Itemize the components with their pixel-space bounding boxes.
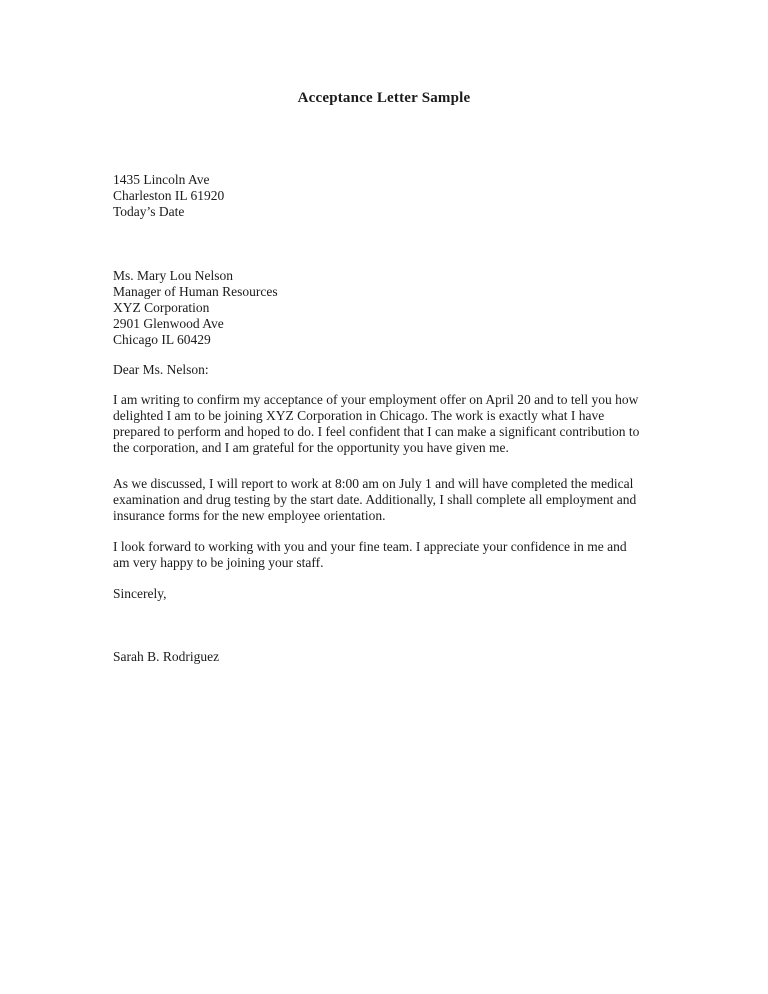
letter-date: Today’s Date: [113, 204, 185, 219]
signature-name: Sarah B. Rodriguez: [113, 649, 220, 664]
body-paragraph-3: [113, 539, 655, 571]
sender-address-block: [113, 172, 655, 220]
recipient-address-block: [113, 268, 655, 348]
paragraph-line: I look forward to working with you and your fine team. I appreciate your confidence in me and: [113, 539, 627, 554]
recipient-city: Chicago IL 60429: [113, 332, 211, 347]
sender-city: Charleston IL 61920: [113, 188, 225, 203]
body-paragraph-2: [113, 476, 655, 524]
paragraph-line: the corporation, and I am grateful for the opportunity you have given me.: [113, 440, 509, 455]
paragraph-line: am very happy to be joining your staff.: [113, 555, 324, 570]
salutation: Dear Ms. Nelson:: [113, 362, 209, 377]
closing: Sincerely,: [113, 586, 167, 601]
recipient-street: 2901 Glenwood Ave: [113, 316, 224, 331]
letter-title: Acceptance Letter Sample: [297, 90, 471, 106]
paragraph-line: insurance forms for the new employee orientation.: [113, 508, 386, 523]
recipient-company: XYZ Corporation: [113, 300, 210, 315]
recipient-job-title: Manager of Human Resources: [113, 284, 278, 299]
paragraph-line: delighted I am to be joining XYZ Corporation in Chicago. The work is exactly what I have: [113, 408, 605, 423]
recipient-name: Ms. Mary Lou Nelson: [113, 268, 233, 283]
sender-street: 1435 Lincoln Ave: [113, 172, 210, 187]
paragraph-line: examination and drug testing by the start date. Additionally, I shall complete all employment and: [113, 492, 637, 507]
paragraph-line: As we discussed, I will report to work at 8:00 am on July 1 and will have completed the medical: [113, 476, 634, 491]
paragraph-line: prepared to perform and hoped to do. I feel confident that I can make a significant contribution to: [113, 424, 640, 439]
body-paragraph-1: [113, 392, 655, 456]
paragraph-line: I am writing to confirm my acceptance of your employment offer on April 20 and to tell you how: [113, 392, 639, 407]
